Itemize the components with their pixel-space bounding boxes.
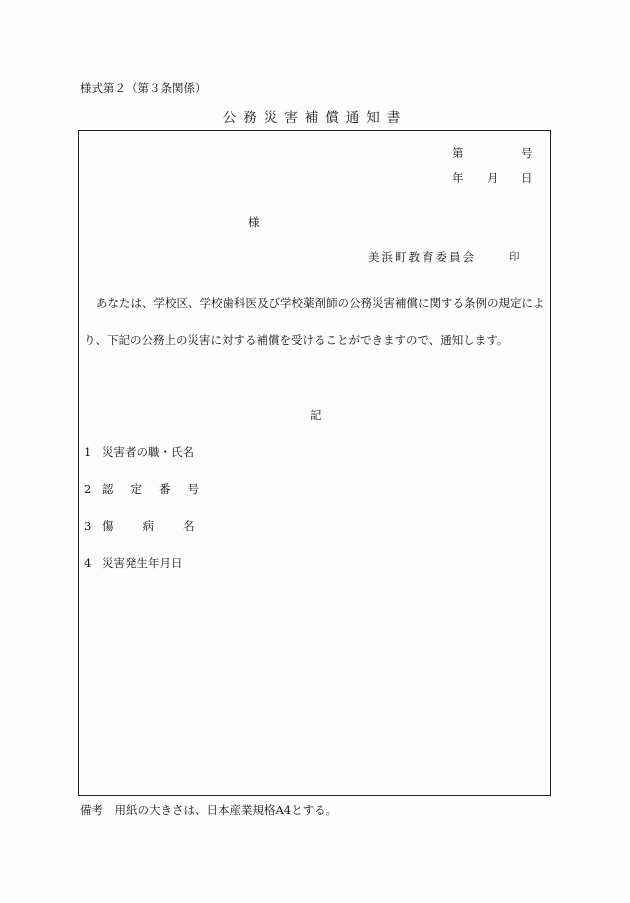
record-item-number: 4 — [84, 556, 92, 570]
date-month-label: 月 — [487, 171, 499, 185]
record-item-certification-number — [84, 481, 216, 497]
record-item-number: 1 — [84, 445, 92, 459]
addressee-honorific: 様 — [248, 215, 260, 229]
record-item-number: 2 — [84, 482, 92, 496]
record-item-victim — [84, 444, 194, 460]
issuer-name: 美浜町教育委員会 — [368, 250, 476, 264]
number-prefix: 第 — [452, 146, 464, 160]
record-heading: 記 — [310, 408, 322, 422]
form-frame — [78, 130, 551, 796]
date-day-label: 日 — [521, 171, 533, 185]
record-item-injury-name — [84, 518, 224, 534]
record-item-number: 3 — [84, 519, 92, 533]
notice-paragraph — [84, 285, 548, 359]
form-number: 様式第２（第３条関係） — [80, 81, 207, 95]
issuer-seal: 印 — [509, 251, 520, 263]
record-item-label: 傷病名 — [102, 519, 224, 533]
notice-paragraph-text: あなたは、学校区、学校歯科医及び学校薬剤師の公務災害補償に関する条例の規定により、下記の公務上の災害に対する補償を受けることができますので、通知します。 — [84, 296, 545, 347]
record-item-label: 災害者の職・氏名 — [102, 445, 194, 459]
number-suffix: 号 — [521, 146, 533, 160]
remarks-note: 備考 用紙の大きさは、日本産業規格A4とする。 — [80, 803, 338, 817]
record-item-accident-date — [84, 555, 183, 571]
record-item-label: 認定番号 — [102, 482, 216, 496]
document-title: 公務災害補償通知書 — [222, 110, 408, 126]
record-item-label: 災害発生年月日 — [102, 556, 183, 570]
date-year-label: 年 — [452, 171, 464, 185]
